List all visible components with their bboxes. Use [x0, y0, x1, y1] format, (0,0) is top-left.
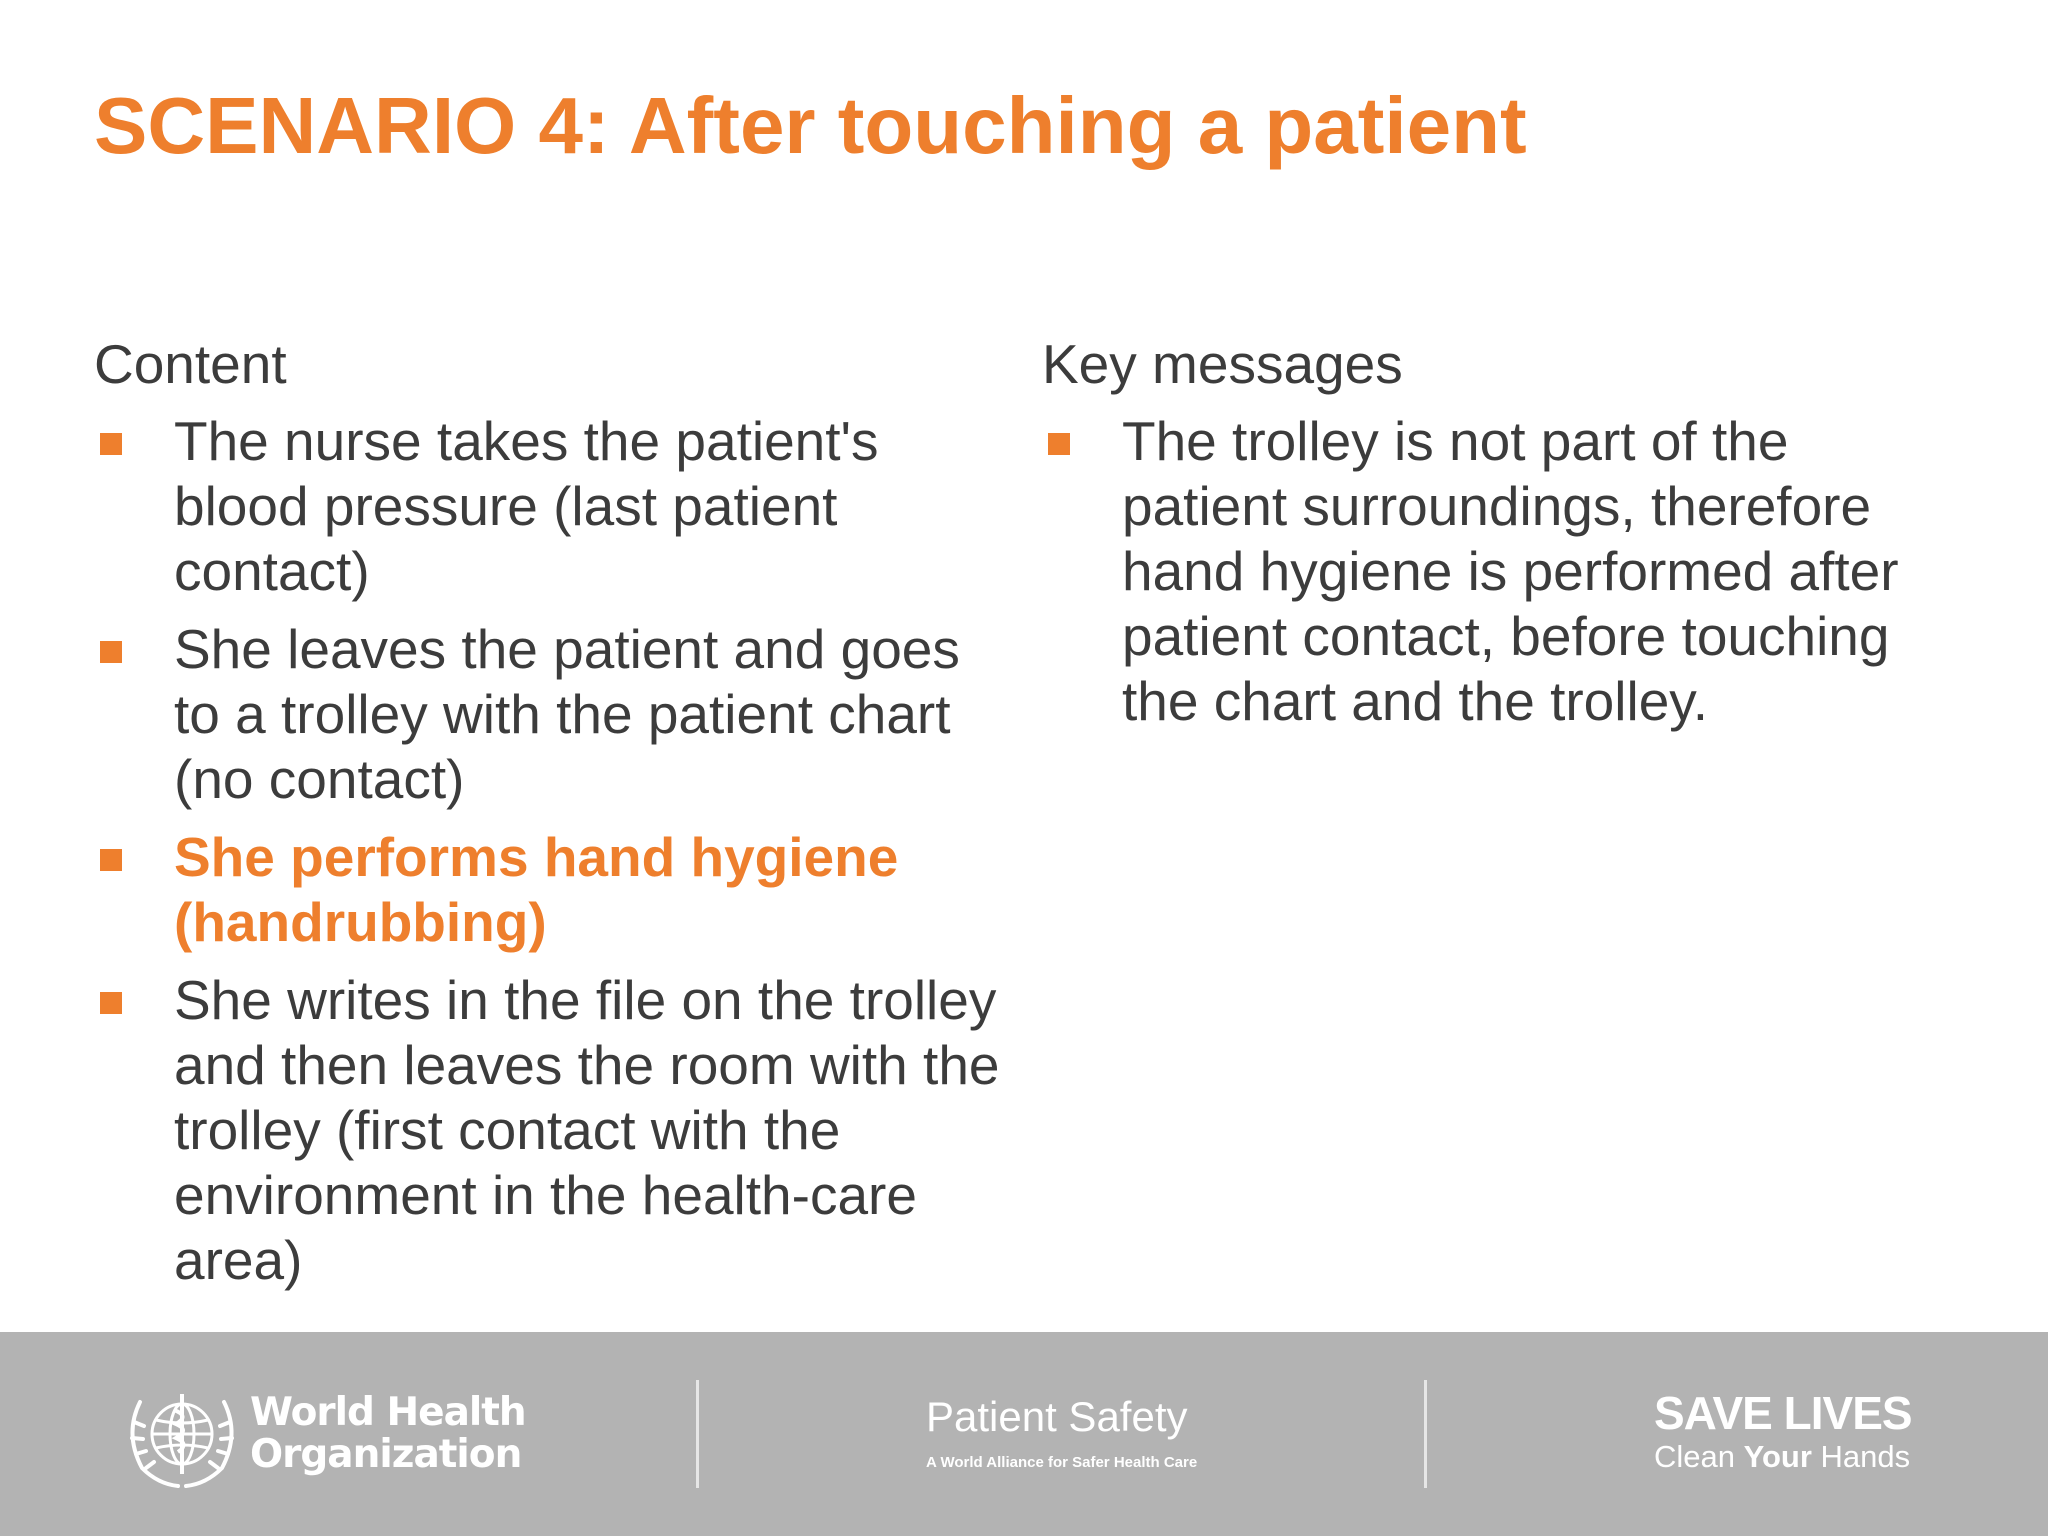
content-item-text: She performs hand hygiene (handrubbing) [174, 826, 899, 953]
bullet-square-icon [100, 992, 122, 1014]
slide-title: SCENARIO 4: After touching a patient [94, 81, 1527, 170]
content-item [94, 968, 1014, 1293]
footer-divider [696, 1380, 699, 1488]
tagline-part-bold: Your [1743, 1439, 1812, 1474]
tagline-part: Hands [1811, 1439, 1911, 1474]
who-emblem-icon [118, 1382, 246, 1492]
footer-divider [1424, 1380, 1427, 1488]
key-message-text: The trolley is not part of the patient surroundings, therefore hand hygiene is performed after patient contact, before touching the chart and the trolley. [1122, 410, 1899, 732]
key-messages-list [1042, 409, 1962, 734]
clean-your-hands-tagline [1654, 1438, 1912, 1476]
patient-safety-subtitle: A World Alliance for Safer Health Care [926, 1454, 1198, 1471]
content-item-text: She leaves the patient and goes to a trolley with the patient chart (no contact) [174, 618, 960, 810]
who-name [250, 1392, 526, 1476]
bullet-square-icon [100, 433, 122, 455]
key-messages-column [1042, 332, 1962, 747]
bullet-square-icon [100, 641, 122, 663]
content-item-highlighted [94, 825, 1014, 955]
content-column [94, 332, 1014, 1306]
content-item-text: She writes in the file on the trolley and then leaves the room with the trolley (first contact with the environment in the health-care area) [174, 969, 1000, 1291]
content-item [94, 409, 1014, 604]
who-name-line1: World Health [250, 1390, 526, 1435]
who-name-line2: Organization [250, 1432, 522, 1477]
save-lives-logo [1654, 1388, 1912, 1476]
save-lives-title: SAVE LIVES [1654, 1387, 1912, 1439]
bullet-square-icon [100, 849, 122, 871]
footer-bar [0, 1332, 2048, 1536]
key-message-item [1042, 409, 1962, 734]
content-item [94, 617, 1014, 812]
key-messages-heading: Key messages [1042, 333, 1403, 395]
tagline-part: Clean [1654, 1439, 1744, 1474]
patient-safety-logo [926, 1392, 1197, 1472]
content-item-text: The nurse takes the patient's blood pressure (last patient contact) [174, 410, 879, 602]
content-list [94, 409, 1014, 1293]
patient-safety-title: Patient Safety [926, 1393, 1188, 1440]
bullet-square-icon [1048, 433, 1070, 455]
content-heading: Content [94, 333, 287, 395]
